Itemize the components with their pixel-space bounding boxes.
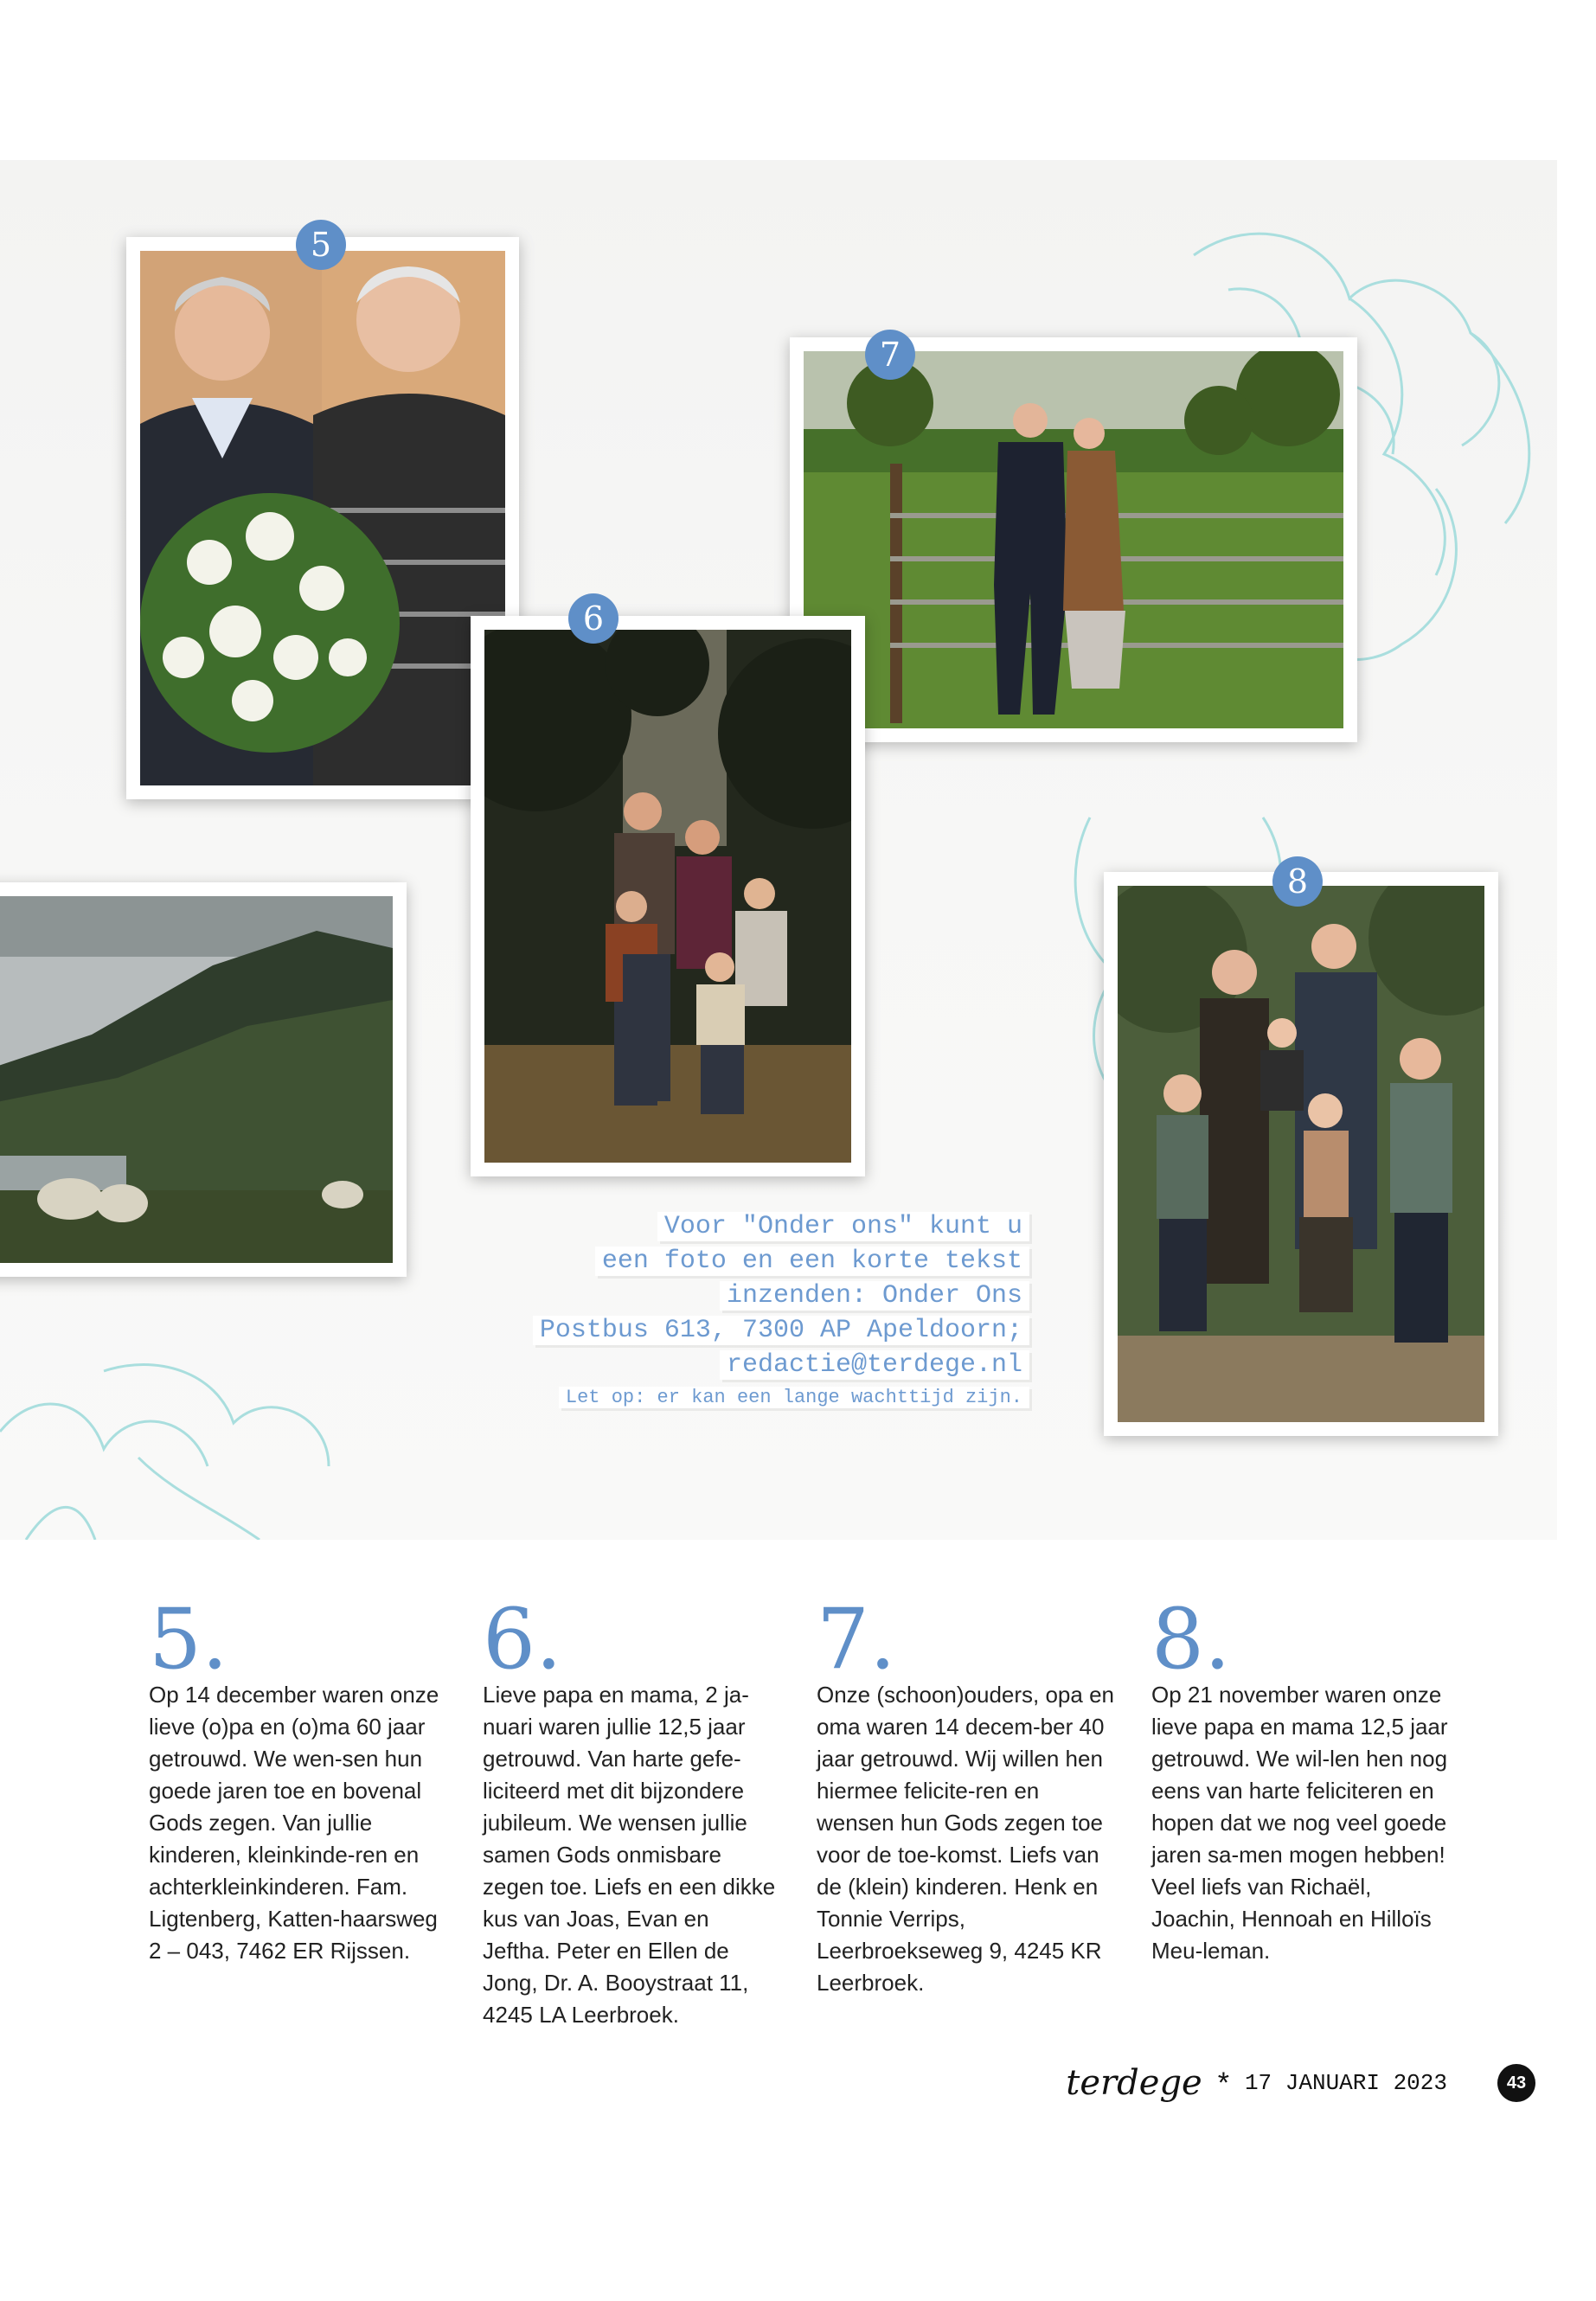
photo-7 [790, 337, 1357, 742]
photo-6 [471, 616, 865, 1176]
entry-number: 5. [149, 1591, 228, 1688]
notice-line: een foto en een korte tekst [484, 1244, 1029, 1279]
badge-7: 7 [865, 330, 915, 380]
entry-text: Onze (schoon)ouders, opa en oma waren 14 decem-ber 40 jaar getrouwd. Wij willen hen hiermee felicite-ren en wensen hun Gods zegen toe voor de toe-komst. Liefs van de (klein) kinderen. Henk en Tonnie Verrips, Leerbroekseweg 9, 4245 KR Leerbroek. [817, 1682, 1114, 1996]
mountain-landscape-with-sheep-image [0, 896, 393, 1263]
entry-5 [149, 1591, 447, 1967]
issue-date: 17 JANUARI 2023 [1244, 2070, 1447, 2096]
entry-8 [1151, 1591, 1450, 1967]
photo-8 [1104, 872, 1498, 1436]
family-with-four-children-image [1118, 886, 1484, 1422]
entry-number: 6. [483, 1591, 562, 1688]
notice-line: inzenden: Onder Ons [484, 1279, 1029, 1313]
page-footer [1066, 2057, 1535, 2109]
entry-text: Op 21 november waren onze lieve papa en mama 12,5 jaar getrouwd. We wil-len hen nog eens van harte feliciteren en hopen dat we nog veel goede jaren sa-men mogen hebben! Veel liefs van Richaël, Joachin, Hennoah en Hilloïs Meu-leman. [1151, 1682, 1448, 1964]
entry-text: Lieve papa en mama, 2 ja-nuari waren jullie 12,5 jaar getrouwd. Van harte gefe-liciteerd met dit bijzondere jubileum. We wensen jullie samen Gods onmisbare zegen toe. Liefs en een dikke kus van Joas, Evan en Jeftha. Peter en Ellen de Jong, Dr. A. Booystraat 11, 4245 LA Leerbroek. [483, 1682, 776, 2028]
separator-icon: * [1217, 2066, 1229, 2099]
notice-waiting-note: Let op: er kan een lange wachttijd zijn. [484, 1382, 1029, 1413]
family-of-five-in-forest-image [484, 630, 851, 1163]
notice-line: Postbus 613, 7300 AP Apeldoorn; [484, 1313, 1029, 1348]
badge-8: 8 [1272, 856, 1323, 907]
entry-7 [817, 1591, 1115, 1999]
entry-number: 7. [817, 1591, 896, 1688]
couple-at-meadow-gate-image [804, 351, 1343, 728]
page-number: 43 [1497, 2064, 1535, 2102]
photo-5 [126, 237, 519, 799]
submission-notice [484, 1209, 1029, 1413]
entry-6 [483, 1591, 781, 2031]
elderly-couple-with-flowers-image [140, 251, 505, 785]
notice-line: Voor "Onder ons" kunt u [484, 1209, 1029, 1244]
badge-6: 6 [568, 593, 619, 644]
notice-email[interactable]: redactie@terdege.nl [484, 1348, 1029, 1382]
photo-mountain [0, 882, 407, 1277]
badge-5: 5 [296, 220, 346, 270]
entry-number: 8. [1151, 1591, 1231, 1688]
brand-logo: terdege [1066, 2063, 1202, 2103]
entry-text: Op 14 december waren onze lieve (o)pa en (o)ma 60 jaar getrouwd. We wen-sen hun goede jaren toe en bovenal Gods zegen. Van jullie kinderen, kleinkinde-ren en achterkleinkinderen. Fam. Ligtenberg, Katten-haarsweg 2 – 043, 7462 ER Rijssen. [149, 1682, 439, 1964]
